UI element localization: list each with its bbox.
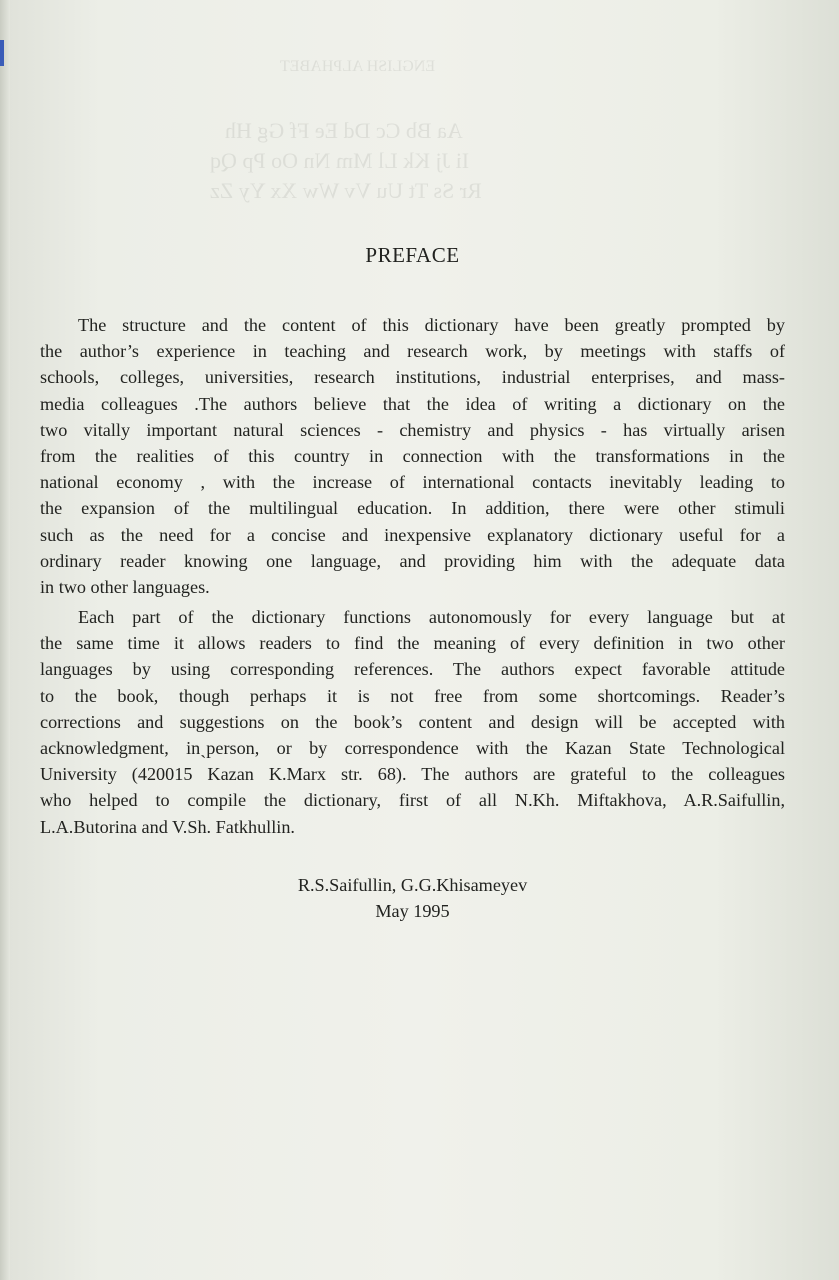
text-line: to the book, though perhaps it is not free from some shortcomings. Reader’s bbox=[40, 685, 785, 706]
text-line: in two other languages. bbox=[40, 576, 210, 597]
text-line: such as the need for a concise and inexpensive explanatory dictionary useful for a bbox=[40, 524, 785, 545]
text-line: national economy , with the increase of international contacts inevitably leading to bbox=[40, 472, 785, 493]
text-line: corrections and suggestions on the book’s content and design will be accepted with bbox=[40, 711, 785, 732]
page-left-edge bbox=[0, 0, 10, 1280]
show-through-alphabet-3: Rr Ss Tt Uu Vv Ww Xx Yy Zz bbox=[210, 178, 482, 203]
show-through-alphabet-2: Ii Jj Kk Ll Mm Nn Oo Pp Qq bbox=[210, 148, 470, 173]
page-title: PREFACE bbox=[365, 243, 460, 267]
text-line: from the realities of this country in connection with the transformations in the bbox=[40, 445, 785, 466]
text-line: the author’s experience in teaching and research work, by meetings with staffs of bbox=[40, 341, 785, 362]
show-through-heading: ENGLISH ALPHABET bbox=[280, 58, 436, 75]
text-line: schools, colleges, universities, research institutions, industrial enterprises, and mass- bbox=[40, 367, 785, 388]
text-line: who helped to compile the dictionary, first of all N.Kh. Miftakhova, A.R.Saifullin, bbox=[40, 790, 785, 811]
text-line: the expansion of the multilingual education. In addition, there were other stimuli bbox=[40, 498, 785, 519]
paragraph-1 bbox=[40, 312, 785, 600]
text-line: two vitally important natural sciences - chemistry and physics - has virtually arisen bbox=[40, 419, 785, 440]
text-line: acknowledgment, inˏperson, or by correspondence with the Kazan State Technological bbox=[40, 737, 785, 758]
text-line: Each part of the dictionary functions autonomously for every language but at bbox=[78, 607, 785, 627]
page-edge-mark bbox=[0, 40, 4, 66]
text-line: languages by using corresponding references. The authors expect favorable attitude bbox=[40, 659, 785, 680]
text-line: University (420015 Kazan K.Marx str. 68). The authors are grateful to the colleagues bbox=[40, 764, 785, 785]
text-line: ordinary reader knowing one language, and providing him with the adequate data bbox=[40, 550, 785, 571]
text-line: the same time it allows readers to find the meaning of every definition in two other bbox=[40, 633, 785, 654]
signature-date: May 1995 bbox=[375, 901, 450, 921]
paragraph-2 bbox=[40, 604, 785, 840]
show-through-alphabet: Aa Bb Cc Dd Ee Ff Gg Hh bbox=[225, 118, 463, 143]
text-line: L.A.Butorina and V.Sh. Fatkhullin. bbox=[40, 816, 295, 837]
text-line: media colleagues .The authors believe that the idea of writing a dictionary on the bbox=[40, 393, 785, 414]
text-line: The structure and the content of this dictionary have been greatly prompted by bbox=[78, 315, 785, 335]
signature-authors: R.S.Saifullin, G.G.Khisameyev bbox=[297, 875, 528, 895]
